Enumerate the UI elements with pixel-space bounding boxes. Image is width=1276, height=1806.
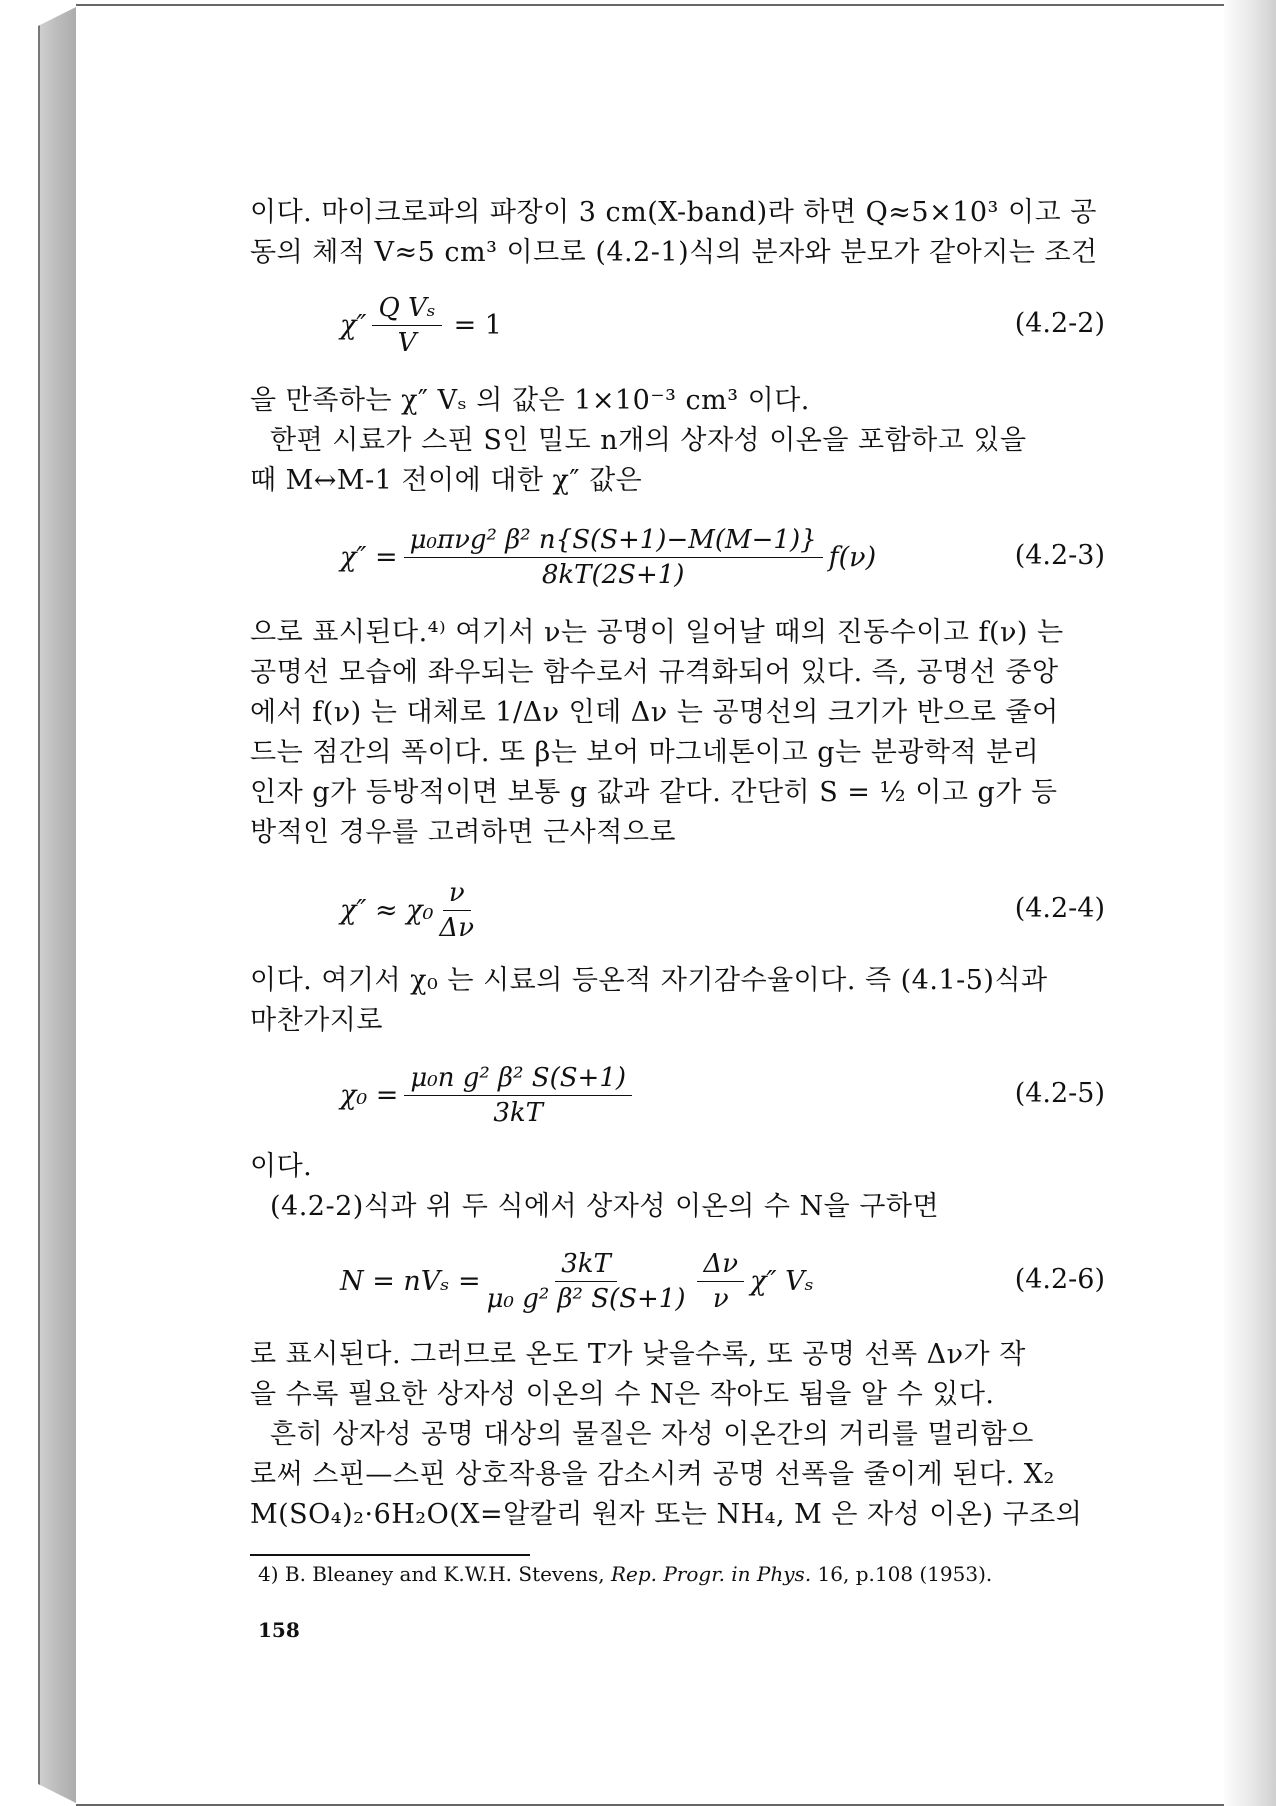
text-line: 을 만족하는 χ″ Vₛ 의 값은 1×10⁻³ cm³ 이다. xyxy=(250,385,810,416)
text-line: 마찬가지로 xyxy=(250,1005,383,1036)
eq-lhs: χ₀ = xyxy=(340,1079,399,1111)
footnote-authors: 4) B. Bleaney and K.W.H. Stevens, xyxy=(258,1562,611,1586)
equation-number: (4.2-5) xyxy=(1014,1078,1105,1109)
eq-rhs: f(ν) xyxy=(828,541,877,573)
text-line: 때 M↔M-1 전이에 대한 χ″ 값은 xyxy=(250,465,643,496)
page-shadow xyxy=(1220,0,1276,1806)
text-line: 공명선 모습에 좌우되는 함수로서 규격화되어 있다. 즉, 공명선 중앙 xyxy=(250,657,1059,688)
numerator: Q Vₛ xyxy=(372,293,441,326)
eq-lhs: N = nVₛ = xyxy=(340,1265,481,1297)
text-line: 흔히 상자성 공명 대상의 물질은 자성 이온간의 거리를 멀리함으 xyxy=(270,1419,1034,1450)
eq-rhs: χ″ Vₛ xyxy=(750,1265,814,1297)
text-line: 드는 점간의 폭이다. 또 β는 보어 마그네톤이고 g는 분광학적 분리 xyxy=(250,737,1040,768)
equation-4-2-2 xyxy=(340,290,1140,360)
eq-rhs: = 1 xyxy=(453,309,502,341)
text-line: M(SO₄)₂·6H₂O(X=알칼리 원자 또는 NH₄, M 은 자성 이온) 구조의 xyxy=(250,1499,1083,1530)
denominator: V xyxy=(397,327,417,358)
denominator: μ₀ g² β² S(S+1) xyxy=(486,1283,686,1314)
denominator: Δν xyxy=(439,912,475,943)
footnote-journal: Rep. Progr. in Phys. xyxy=(610,1562,812,1586)
numerator: μ₀πνg² β² n{S(S+1)−M(M−1)} xyxy=(404,525,823,558)
equation-4-2-6 xyxy=(340,1246,1140,1316)
equation-number: (4.2-3) xyxy=(1014,540,1105,571)
eq-lhs: χ″ ≈ χ₀ xyxy=(340,894,434,926)
fraction xyxy=(372,293,441,358)
text-line: 로써 스핀—스핀 상호작용을 감소시켜 공명 선폭을 줄이게 된다. X₂ xyxy=(250,1459,1055,1490)
equation-4-2-5 xyxy=(340,1060,1140,1130)
text-line: 한편 시료가 스핀 S인 밀도 n개의 상자성 이온을 포함하고 있을 xyxy=(270,425,1027,456)
fraction xyxy=(697,1249,744,1314)
text-line: 인자 g가 등방적이면 보통 g 값과 같다. 간단히 S = ½ 이고 g가 등 xyxy=(250,777,1058,808)
page-number: 158 xyxy=(258,1618,300,1642)
text-line: 로 표시된다. 그러므로 온도 T가 낮을수록, 또 공명 선폭 Δν가 작 xyxy=(250,1339,1026,1370)
equation-number: (4.2-4) xyxy=(1014,893,1105,924)
equation-number: (4.2-6) xyxy=(1014,1264,1105,1295)
text-line: 으로 표시된다.⁴⁾ 여기서 ν는 공명이 일어날 때의 진동수이고 f(ν) 는 xyxy=(250,617,1064,648)
numerator: μ₀n g² β² S(S+1) xyxy=(404,1063,632,1096)
text-line: 이다. 마이크로파의 파장이 3 cm(X-band)라 하면 Q≈5×10³ 이고 공 xyxy=(250,197,1097,228)
text-line: 이다. xyxy=(250,1151,313,1182)
numerator: 3kT xyxy=(555,1249,617,1282)
text-line: 이다. 여기서 χ₀ 는 시료의 등온적 자기감수율이다. 즉 (4.1-5)식과 xyxy=(250,965,1048,996)
equation-number: (4.2-2) xyxy=(1014,308,1105,339)
footnote-reference: 16, p.108 (1953). xyxy=(811,1562,993,1586)
footnote-rule xyxy=(250,1554,530,1556)
fraction xyxy=(487,1249,686,1314)
text-line: 동의 체적 V≈5 cm³ 이므로 (4.2-1)식의 분자와 분모가 같아지는 조건 xyxy=(250,237,1098,268)
fraction xyxy=(439,878,474,943)
numerator: ν xyxy=(443,878,471,911)
text-line: 방적인 경우를 고려하면 근사적으로 xyxy=(250,817,676,848)
denominator: 3kT xyxy=(493,1097,544,1128)
denominator: 8kT(2S+1) xyxy=(541,559,685,590)
text-line: 에서 f(ν) 는 대체로 1/Δν 인데 Δν 는 공명선의 크기가 반으로 줄어 xyxy=(250,697,1059,728)
equation-4-2-4 xyxy=(340,875,1140,945)
text-line: (4.2-2)식과 위 두 식에서 상자성 이온의 수 N을 구하면 xyxy=(270,1191,940,1222)
equation-4-2-3 xyxy=(340,522,1140,592)
denominator: ν xyxy=(712,1283,729,1314)
text-line: 을 수록 필요한 상자성 이온의 수 N은 작아도 됨을 알 수 있다. xyxy=(250,1379,995,1410)
eq-lhs: χ″ = xyxy=(340,541,398,573)
numerator: Δν xyxy=(697,1249,744,1282)
eq-lhs: χ″ xyxy=(340,309,367,341)
fraction xyxy=(404,525,823,590)
footnote xyxy=(258,1560,1138,1588)
fraction xyxy=(404,1063,632,1128)
